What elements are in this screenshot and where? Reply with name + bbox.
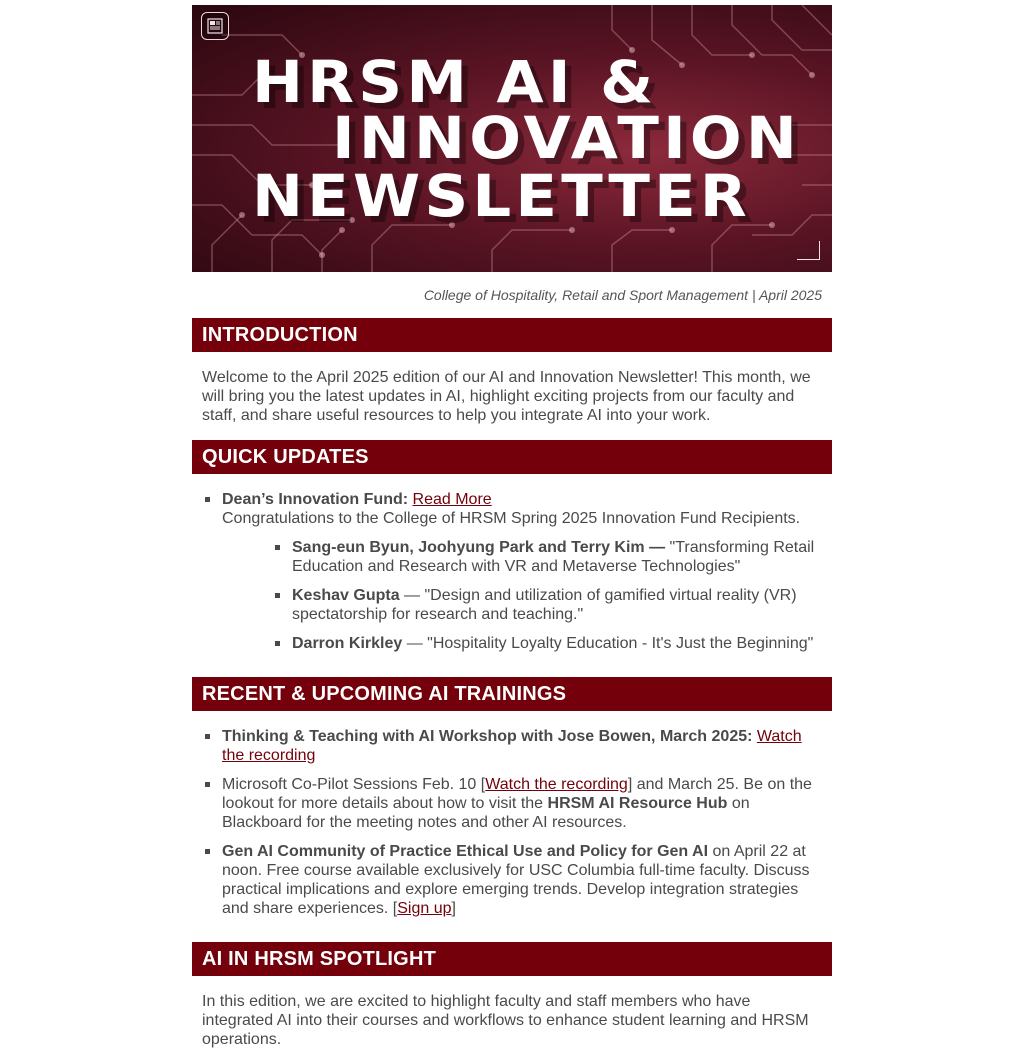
- newsletter-icon: [201, 12, 229, 40]
- copilot-recording-link[interactable]: Watch the recording: [485, 776, 628, 793]
- recipient-names: Sang-eun Byun, Joohyung Park and Terry Kim —: [292, 539, 666, 556]
- section-heading-quick-updates: QUICK UPDATES: [192, 440, 832, 474]
- resource-hub-label: HRSM AI Resource Hub: [547, 795, 728, 812]
- community-text: on April 22 at noon. Free course available exclusively for USC Columbia full-time faculty. Discuss practical implications and explore emerging trends. Develop integration strategies and share experiences. [: [222, 843, 810, 917]
- banner-title: [192, 5, 832, 272]
- recipient-project: — "Design and utilization of gamified virtual reality (VR) spectatorship for research and teaching.": [292, 587, 797, 623]
- list-item-copilot: [192, 775, 822, 832]
- recipient-project: — "Hospitality Loyalty Education - It's Just the Beginning": [402, 635, 814, 652]
- read-more-link[interactable]: Read More: [412, 491, 492, 508]
- list-item-innovation-fund: [192, 490, 822, 653]
- introduction-text: Welcome to the April 2025 edition of our AI and Innovation Newsletter! This month, we will bring you the latest updates in AI, highlight exciting projects from our faculty and staff, and share useful resources to help you integrate AI into your work.: [202, 369, 811, 424]
- watch-recording-link[interactable]: Watch the recording: [222, 728, 802, 764]
- copilot-text-end: on Blackboard for the meeting notes and other AI resources.: [222, 795, 750, 831]
- banner-title-line-1: HRSM AI &: [252, 48, 658, 116]
- community-title: Gen AI Community of Practice Ethical Use and Policy for Gen AI: [222, 843, 709, 860]
- fund-label: Dean’s Innovation Fund:: [222, 491, 409, 508]
- recipients-list: [222, 538, 822, 653]
- spotlight-text: In this edition, we are excited to highlight faculty and staff members who have integrated AI into their courses and workflows to enhance student learning and HRSM operations.: [202, 993, 809, 1048]
- list-item-workshop: [192, 727, 822, 765]
- recipient-names: Keshav Gupta: [292, 587, 400, 604]
- workshop-title: Thinking & Teaching with AI Workshop with Jose Bowen, March 2025:: [222, 728, 753, 745]
- newsletter-banner: [192, 5, 832, 272]
- copilot-text: Microsoft Co-Pilot Sessions Feb. 10 [: [222, 776, 486, 793]
- section-heading-trainings: RECENT & UPCOMING AI TRAININGS: [192, 677, 832, 711]
- banner-title-line-2: INNOVATION: [332, 104, 802, 172]
- sign-up-link[interactable]: Sign up: [397, 900, 452, 917]
- quick-updates-list: [192, 490, 822, 653]
- trainings-list: [192, 727, 822, 918]
- community-text-end: ]: [451, 900, 456, 917]
- trainings-list-block: [192, 711, 832, 942]
- list-item: [262, 634, 822, 653]
- list-item: [262, 538, 822, 576]
- list-item: [262, 586, 822, 624]
- section-heading-introduction: INTRODUCTION: [192, 318, 832, 352]
- section-heading-spotlight: AI IN HRSM SPOTLIGHT: [192, 942, 832, 976]
- fund-text: Congratulations to the College of HRSM Spring 2025 Innovation Fund Recipients.: [222, 510, 801, 527]
- quick-updates-list-block: [192, 474, 832, 677]
- newsletter-caption: College of Hospitality, Retail and Sport Management | April 2025: [423, 287, 822, 303]
- recipient-names: Darron Kirkley: [292, 635, 403, 652]
- copilot-text-mid: ] and March 25. Be on the lookout for more details about how to visit the: [222, 776, 812, 812]
- list-item-community-of-practice: [192, 842, 822, 918]
- corner-mark-icon: [797, 241, 820, 260]
- newsletter: [192, 5, 832, 1064]
- recipient-project: "Transforming Retail Education and Research with VR and Metaverse Technologies": [292, 539, 815, 575]
- banner-title-line-3: NEWSLETTER: [252, 162, 751, 230]
